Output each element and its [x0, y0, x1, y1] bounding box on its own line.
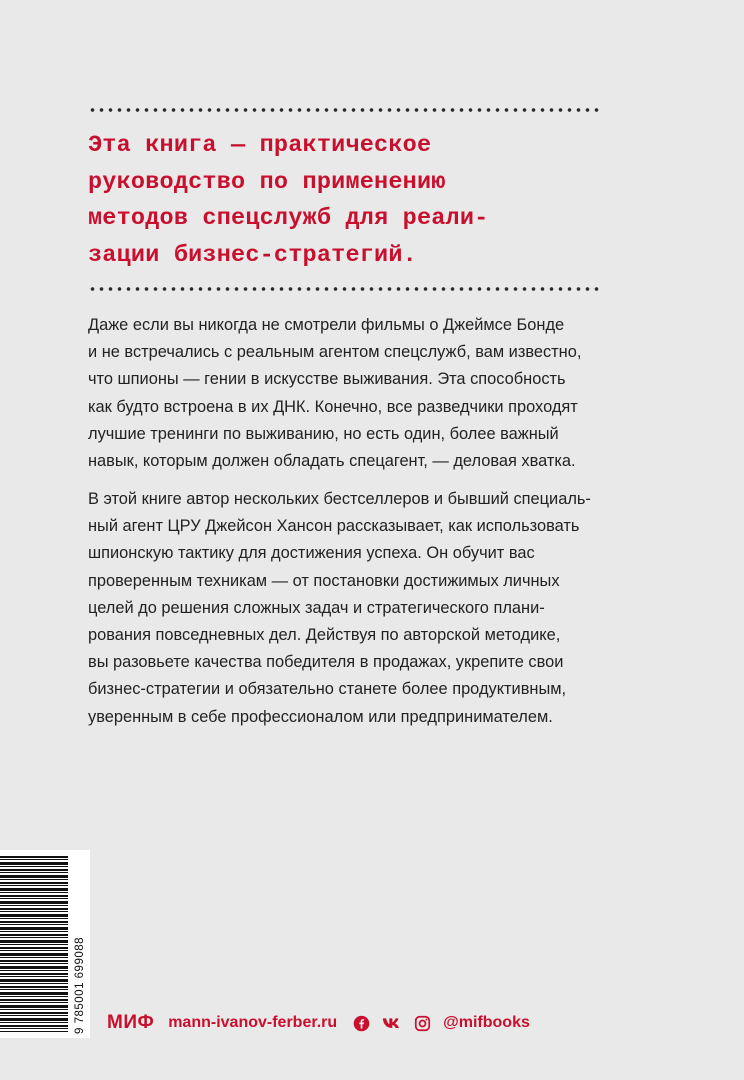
text-line: шпионскую тактику для достижения успеха. Он обучит вас: [88, 544, 535, 563]
pull-quote: [88, 128, 648, 274]
barcode-digits: 9 785001 699088: [74, 936, 86, 1034]
text-line: целей до решения сложных задач и стратегического плани-: [88, 598, 545, 617]
vk-icon[interactable]: [382, 1016, 402, 1030]
description-paragraph-1: [88, 312, 668, 475]
text-line: Даже если вы никогда не смотрели фильмы о Джеймсе Бонде: [88, 316, 565, 334]
text-line: ный агент ЦРУ Джейсон Хансон рассказывает, как использовать: [88, 517, 580, 536]
facebook-icon[interactable]: [353, 1015, 370, 1032]
text-line: навык, которым должен обладать спецагент, — деловая хватка.: [88, 452, 576, 471]
text-line: и не встречались с реальным агентом спецслужб, вам известно,: [88, 343, 582, 362]
text-line: проверенным техникам — от постановки достижимых личных: [88, 571, 560, 590]
text-line: рования повседневных дел. Действуя по авторской методике,: [88, 626, 561, 645]
text-line: как будто встроена в их ДНК. Конечно, все разведчики проходят: [88, 397, 578, 416]
text-line: уверенным в себе профессионалом или предпринимателем.: [88, 707, 553, 726]
barcode-bars: [0, 856, 68, 1032]
text-line: лучшие тренинги по выживанию, но есть один, более важный: [88, 424, 559, 443]
publisher-logo: МИФ: [107, 1012, 155, 1033]
quote-line: зации бизнес-стратегий.: [88, 241, 417, 269]
quote-line: методов спецслужб для реали-: [88, 205, 489, 232]
social-handle[interactable]: @mifbooks: [443, 1014, 530, 1031]
quote-line: Эта книга — практическое: [88, 132, 432, 159]
quote-line: руководство по применению: [88, 168, 446, 196]
publisher-website-link[interactable]: mann-ivanov-ferber.ru: [168, 1014, 338, 1031]
text-line: вы разовьете качества победителя в продажах, укрепите свои: [88, 653, 564, 672]
publisher-footer: [107, 1008, 530, 1038]
description-paragraph-2: [88, 486, 668, 731]
instagram-icon[interactable]: [414, 1015, 431, 1032]
dotted-divider-top: [88, 107, 600, 113]
text-line: В этой книге автор нескольких бестселлеров и бывший специаль-: [88, 490, 591, 508]
isbn-barcode: [0, 850, 90, 1038]
dotted-divider-bottom: [88, 286, 600, 292]
text-line: что шпионы — гении в искусстве выживания. Эта способность: [88, 370, 566, 389]
text-line: бизнес-стратегии и обязательно станете более продуктивным,: [88, 680, 567, 699]
